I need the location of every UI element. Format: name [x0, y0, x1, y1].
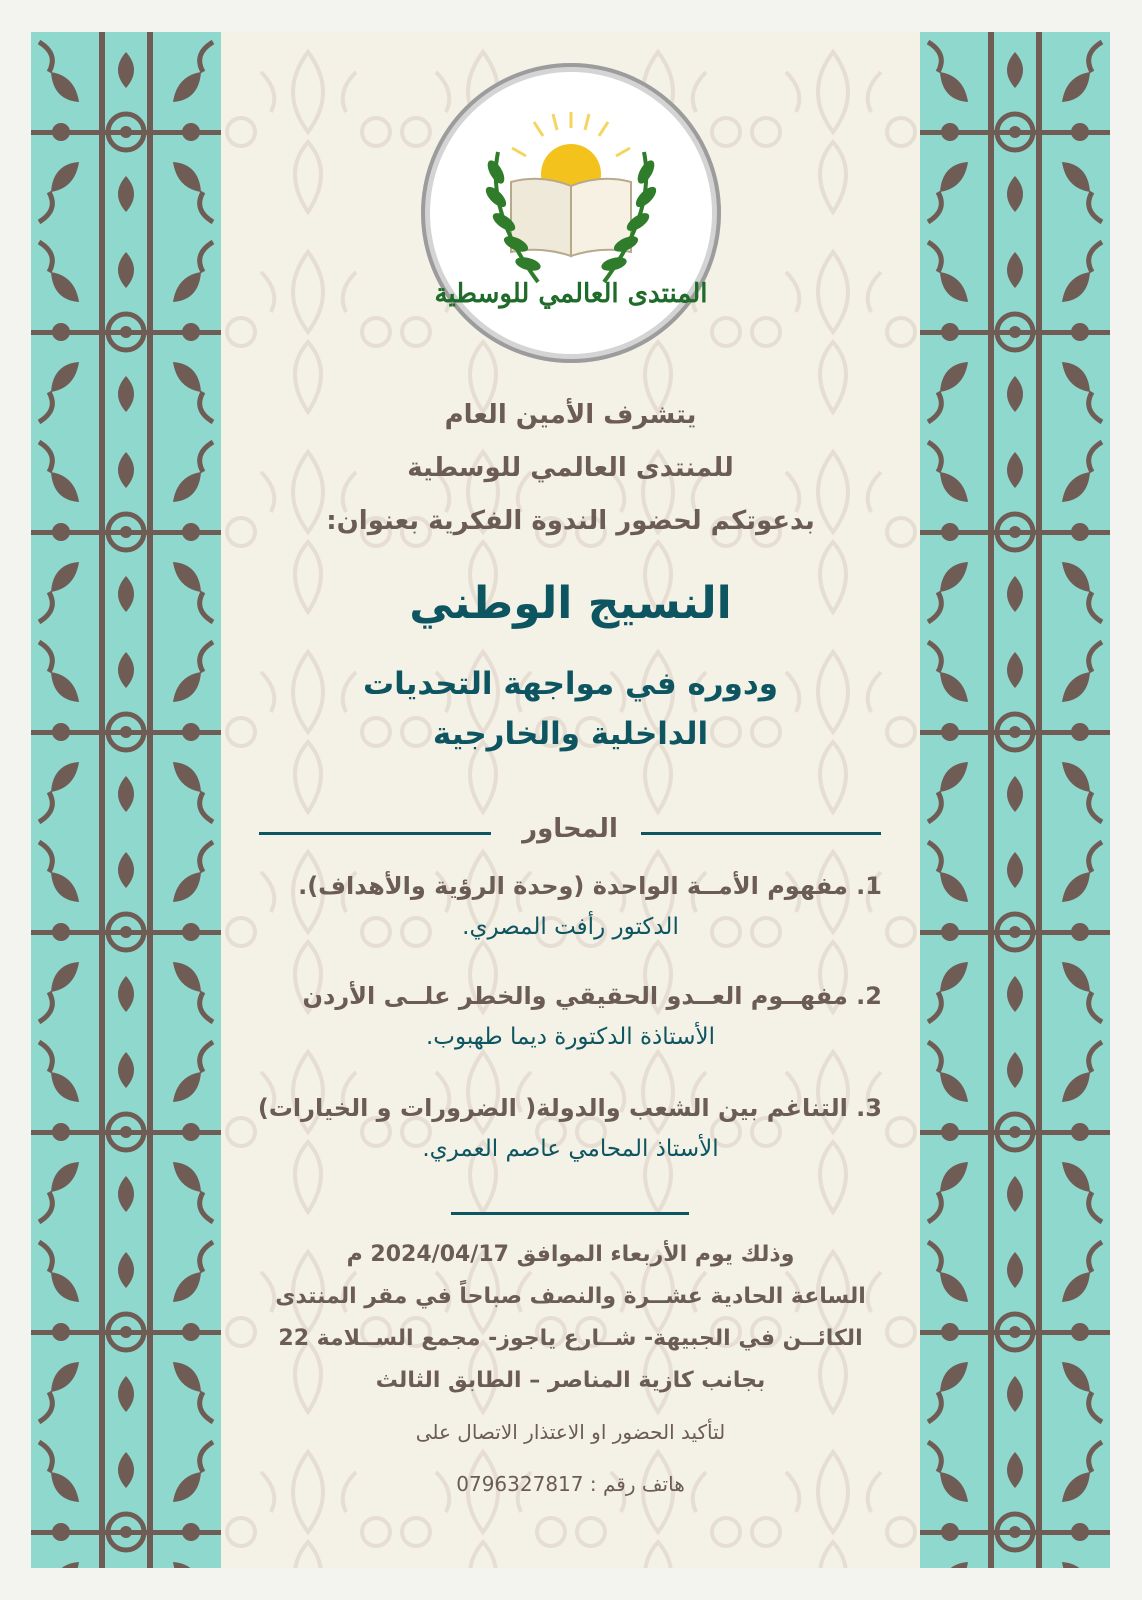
left-ornamental-border: [31, 32, 221, 1568]
intro-line-1: يتشرف الأمين العام: [444, 400, 697, 430]
axis-speaker-2: الأستاذة الدكتورة ديما طهبوب.: [426, 1024, 715, 1050]
axis-topic-1: 1. مفهوم الأمــة الواحدة (وحدة الرؤية والأهداف).: [298, 872, 882, 900]
details-date: وذلك يوم الأربعاء الموافق 2024/04/17 م: [346, 1242, 795, 1267]
section-divider: [451, 1212, 689, 1215]
axis-topic-2: 2. مفهــوم العــدو الحقيقي والخطر علــى الأردن: [302, 982, 882, 1010]
details-time: الساعة الحادية عشــرة والنصف صباحاً في مقر المنتدى: [275, 1284, 866, 1309]
intro-line-2: للمنتدى العالمي للوسطية: [407, 453, 734, 483]
details-floor: بجانب كازية المناصر – الطابق الثالث: [375, 1368, 766, 1393]
axes-heading-label: المحاور: [522, 814, 618, 844]
axis-speaker-1: الدكتور رأفت المصري.: [462, 914, 679, 940]
axes-heading: [259, 814, 881, 850]
contact-note: لتأكيد الحضور او الاعتذار الاتصال على: [415, 1420, 726, 1444]
invitation-panel: [221, 32, 920, 1568]
axis-speaker-3: الأستاذ المحامي عاصم العمري.: [422, 1136, 719, 1162]
open-book-icon: [511, 179, 631, 256]
intro-line-3: بدعوتكم لحضور الندوة الفكرية بعنوان:: [326, 506, 815, 536]
logo-calligraphy: المنتدى العالمي للوسطية: [434, 279, 708, 309]
axis-topic-3: 3. التناغم بين الشعب والدولة( الضرورات و الخيارات): [257, 1094, 882, 1122]
forum-logo: [416, 32, 726, 364]
seminar-title: النسيج الوطني: [409, 578, 732, 629]
contact-phone: هاتف رقم : 0796327817: [456, 1472, 685, 1496]
subtitle-line-1: ودوره في مواجهة التحديات: [362, 666, 779, 702]
details-address: الكائــن في الجبيهة- شــارع ياجوز- مجمع الســلامة 22: [278, 1326, 863, 1351]
subtitle-line-2: الداخلية والخارجية: [432, 716, 709, 752]
right-ornamental-border: [920, 32, 1110, 1568]
